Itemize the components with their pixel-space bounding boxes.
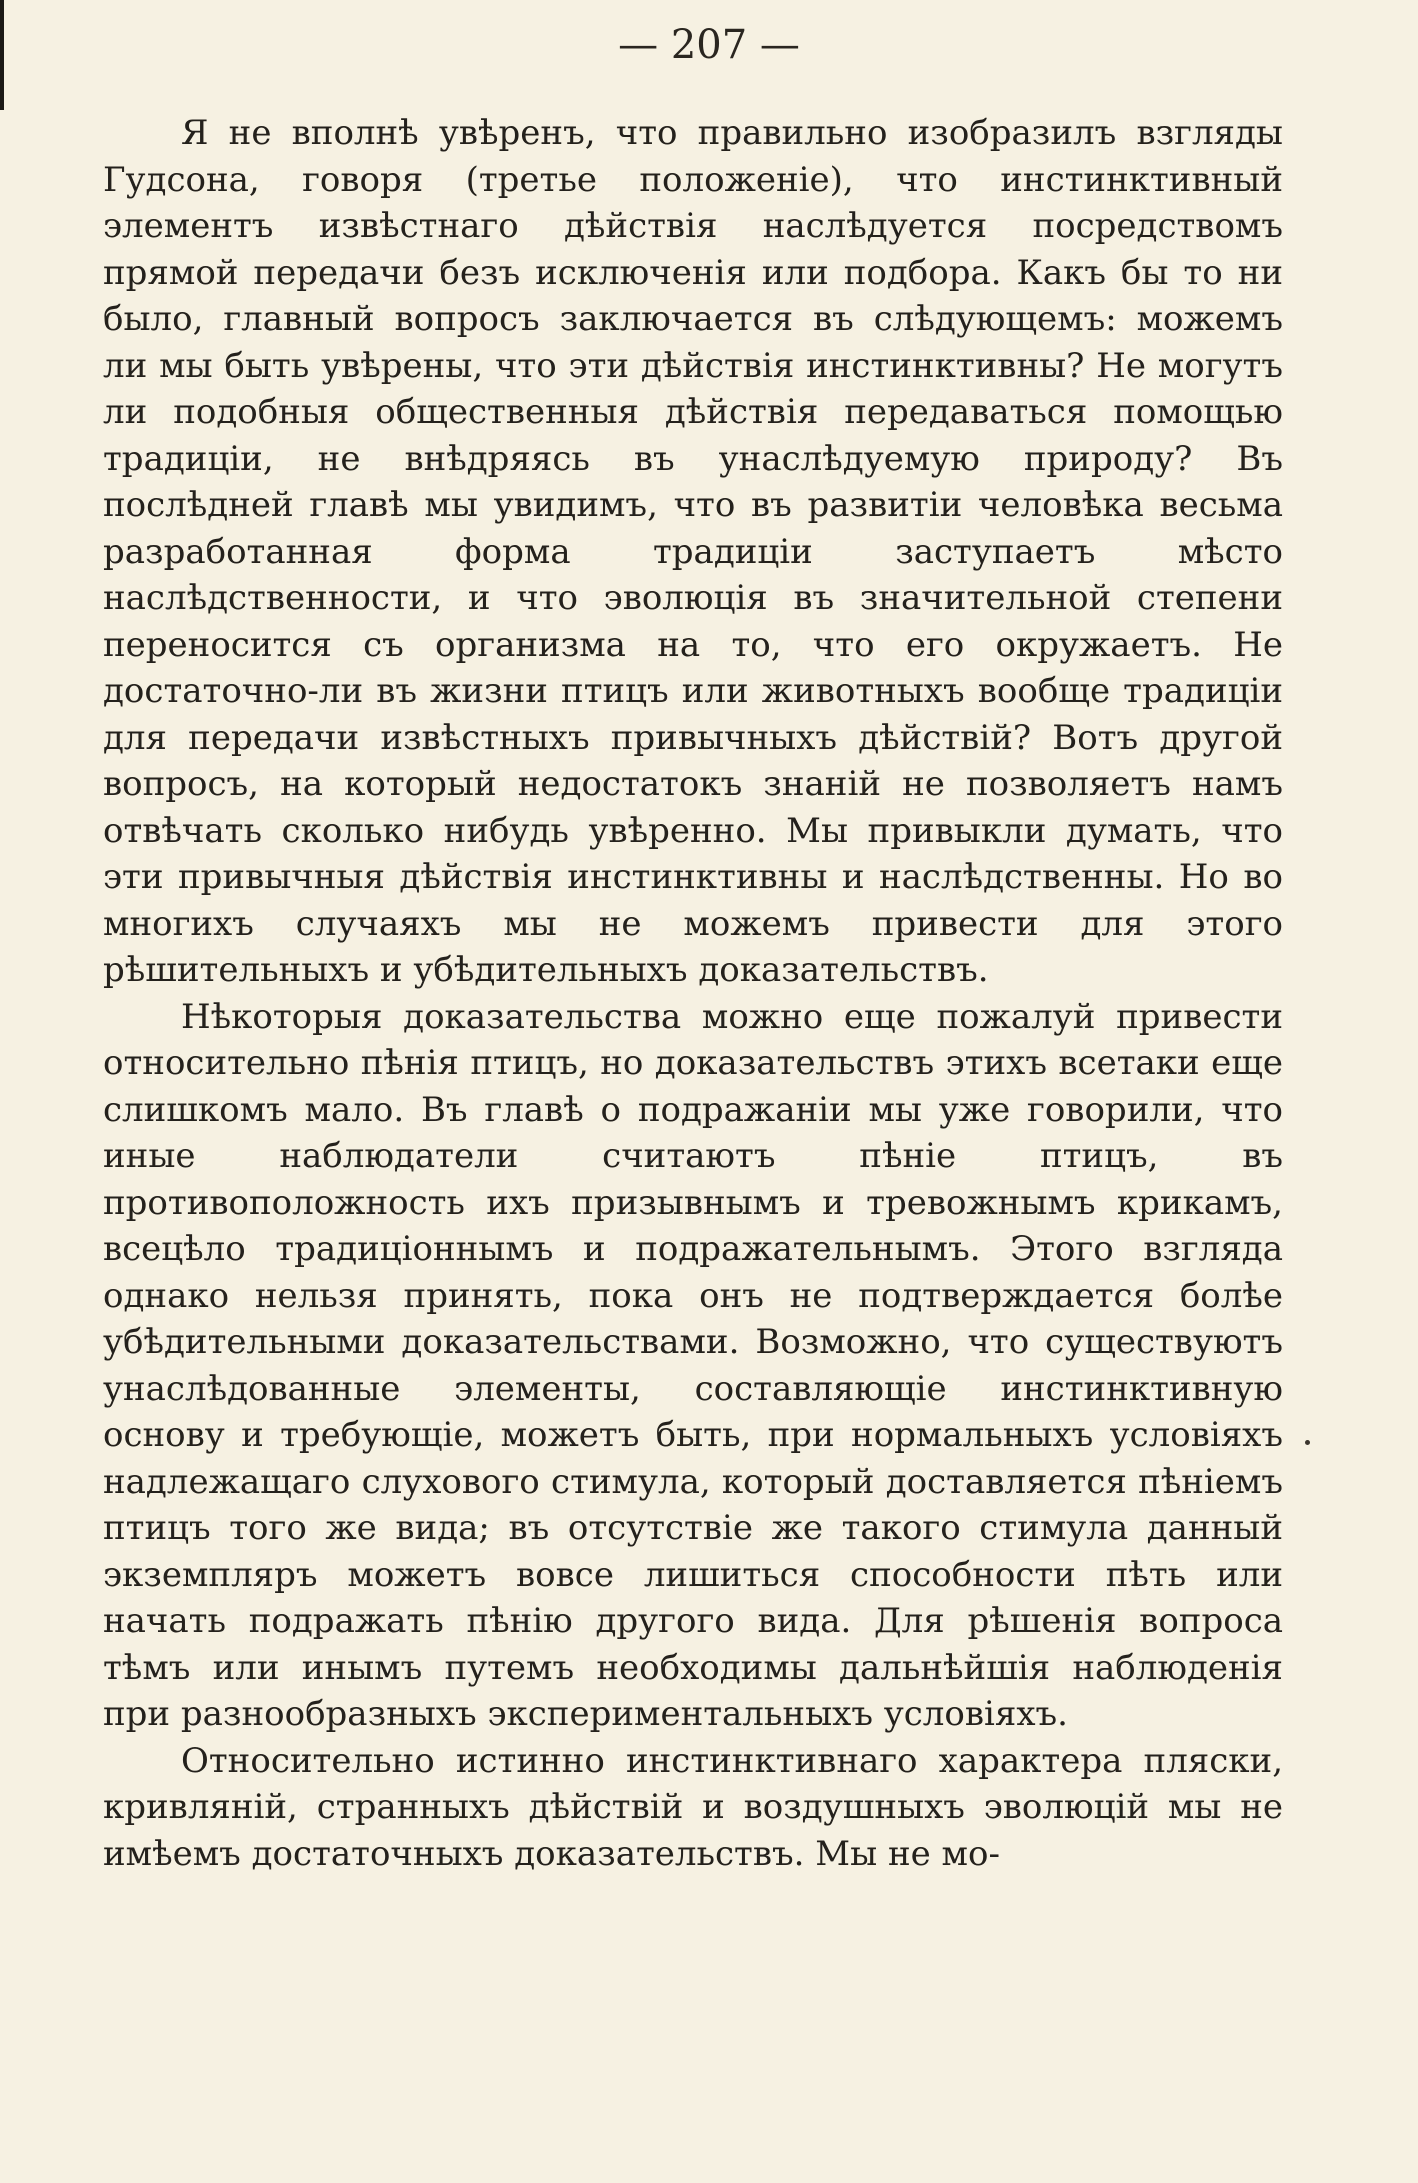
- page-number: — 207 —: [618, 22, 800, 68]
- paragraph-2: Нѣкоторыя доказательства можно еще пожалуй привести относительно пѣнія птицъ, но доказательствъ этихъ всетаки еще слишкомъ мало. Въ главѣ о подражаніи мы уже говорили, что иные наблюдатели считаютъ пѣніе птицъ, въ противоположность ихъ призывнымъ и тревожнымъ крикамъ, всецѣло традиціоннымъ и подражательнымъ. Этого взгляда однако нельзя принять, пока онъ не подтверждается болѣе убѣдительными доказательствами. Возможно, что существуютъ унаслѣдованные элементы, составляющіе инстинктивную основу и требующіе, можетъ быть, при нормальныхъ условіяхъ надлежащаго слухового стимула, который доставляется пѣніемъ птицъ того же вида; въ отсутствіе же такого стимула данный экземпляръ можетъ вовсе лишиться способности пѣть или начать подражать пѣнію другого вида. Для рѣшенія вопроса тѣмъ или инымъ путемъ необходимы дальнѣйшія наблюденія при разнообразныхъ экспериментальныхъ условіяхъ.: [103, 996, 1283, 1734]
- paragraph-3: Относительно истинно инстинктивнаго характера пляски, кривляній, странныхъ дѣйствій и воздушныхъ эволюцій мы не имѣемъ достаточныхъ доказательствъ. Мы не мо-: [103, 1740, 1283, 1874]
- margin-mark: [1305, 1440, 1310, 1445]
- body-text: [103, 110, 1283, 1877]
- paragraph-1: Я не вполнѣ увѣренъ, что правильно изобразилъ взгляды Гудсона, говоря (третье положеніе), что инстинктивный элементъ извѣстнаго дѣйствія наслѣдуется посредствомъ прямой передачи безъ исключенія или подбора. Какъ бы то ни было, главный вопросъ заключается въ слѣдующемъ: можемъ ли мы быть увѣрены, что эти дѣйствія инстинктивны? Не могутъ ли подобныя общественныя дѣйствія передаваться помощью традиціи, не внѣдряясь въ унаслѣдуемую природу? Въ послѣдней главѣ мы увидимъ, что въ развитіи человѣка весьма разработанная форма традиціи заступаетъ мѣсто наслѣдственности, и что эволюція въ значительной степени переносится съ организма на то, что его окружаетъ. Не достаточно-ли въ жизни птицъ или животныхъ вообще традиціи для передачи извѣстныхъ привычныхъ дѣйствій? Вотъ другой вопросъ, на который недостатокъ знаній не позволяетъ намъ отвѣчать сколько нибудь увѣренно. Мы привыкли думать, что эти привычныя дѣйствія инстинктивны и наслѣдственны. Но во многихъ случаяхъ мы не можемъ привести для этого рѣшительныхъ и убѣдительныхъ доказательствъ.: [103, 113, 1283, 990]
